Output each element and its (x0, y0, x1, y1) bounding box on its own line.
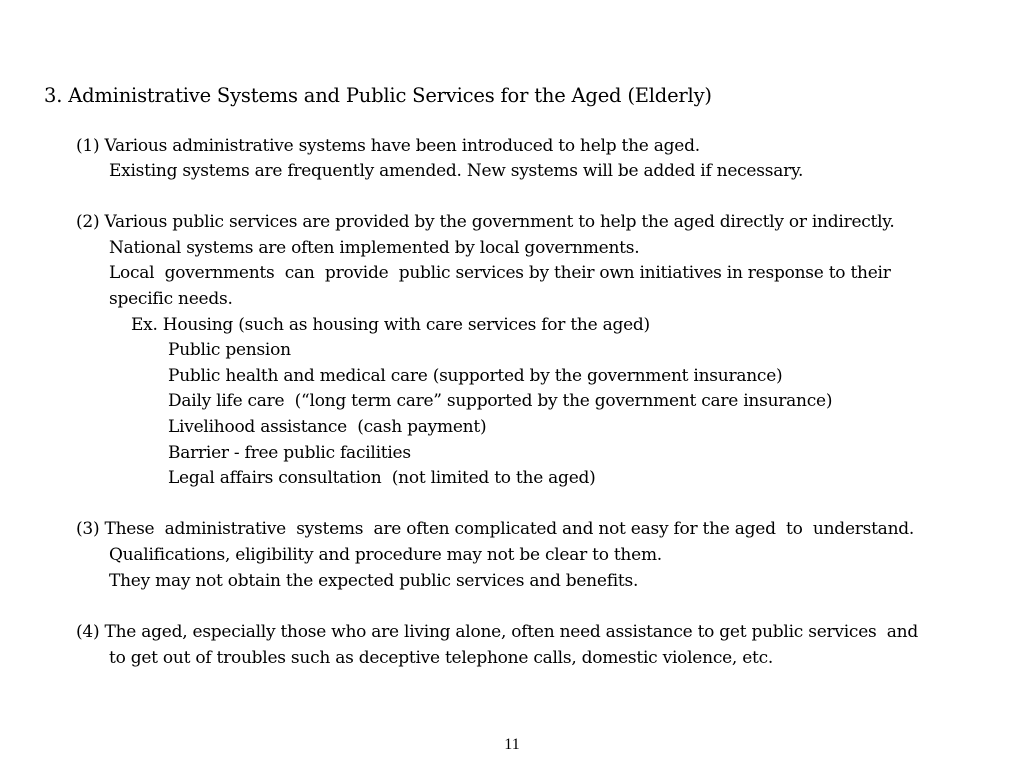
section-4-item: (4) The aged, especially those who are living alone, often need assistance to get public services and (76, 622, 919, 642)
section-1-item: (1) Various administrative systems have been introduced to help the aged. (76, 136, 700, 156)
section-4-line: to get out of troubles such as deceptive telephone calls, domestic violence, etc. (109, 648, 774, 668)
section-2-item: (2) Various public services are provided by the government to help the aged directly or indirectly. (76, 212, 895, 232)
section-3-item: (3) These administrative systems are often complicated and not easy for the aged to understand. (76, 519, 915, 539)
example-line: Barrier - free public facilities (168, 443, 411, 463)
section-3-line: Qualifications, eligibility and procedure may not be clear to them. (109, 545, 662, 565)
example-line: Ex. Housing (such as housing with care services for the aged) (131, 315, 650, 335)
example-line: Public pension (168, 340, 291, 360)
example-line: Daily life care (“long term care” supported by the government care insurance) (168, 391, 833, 411)
example-line: Livelihood assistance (cash payment) (168, 417, 487, 437)
slide-heading: 3. Administrative Systems and Public Services for the Aged (Elderly) (44, 84, 712, 107)
section-1-line: Existing systems are frequently amended. New systems will be added if necessary. (109, 161, 804, 181)
section-3-line: They may not obtain the expected public services and benefits. (109, 571, 639, 591)
example-line: Public health and medical care (supported by the government insurance) (168, 366, 783, 386)
section-2-line: specific needs. (109, 289, 233, 309)
example-line: Legal affairs consultation (not limited to the aged) (168, 468, 596, 488)
section-2-line: National systems are often implemented by local governments. (109, 238, 640, 258)
section-2-line: Local governments can provide public services by their own initiatives in response to their (109, 263, 891, 283)
page-number: 11 (504, 736, 520, 753)
